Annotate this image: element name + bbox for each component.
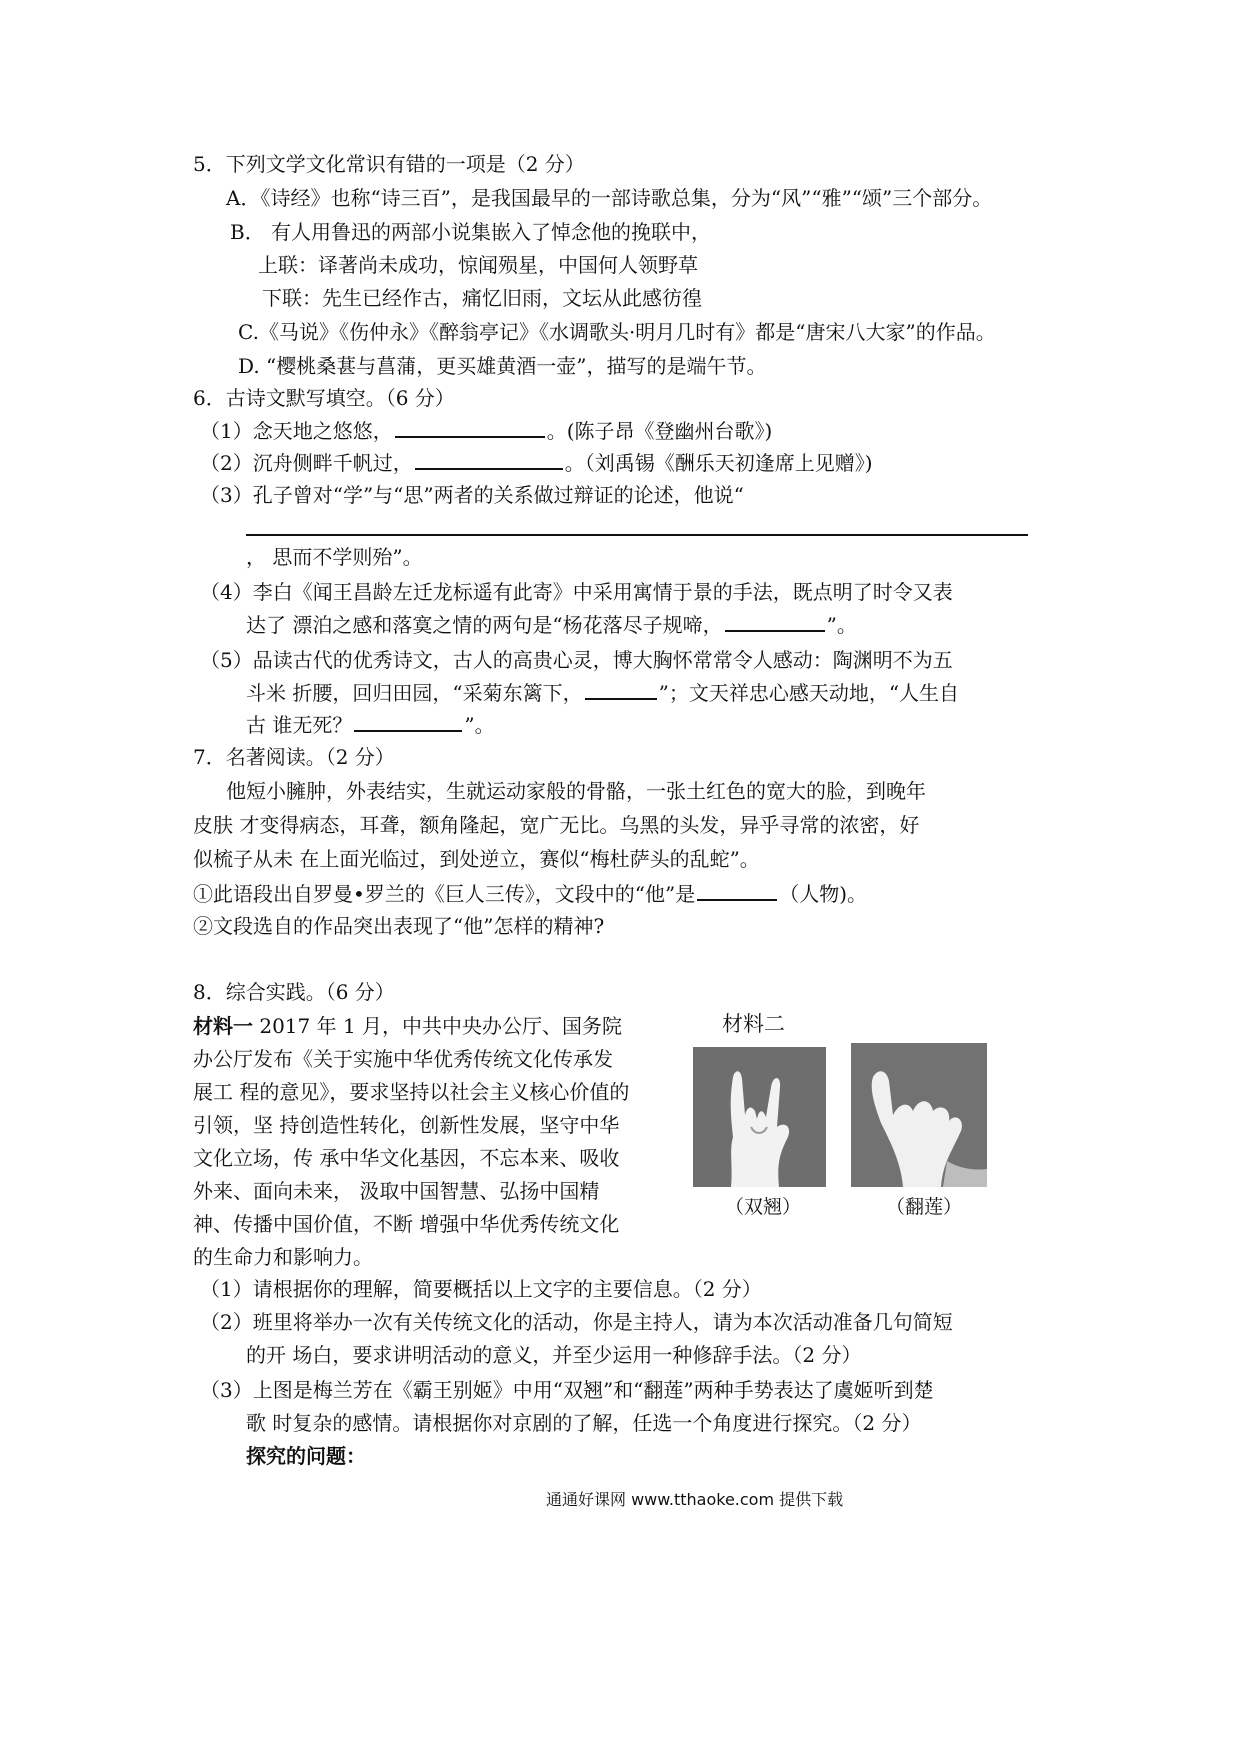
material-1-line-6: 外来、面向未来， 汲取中国智慧、弘扬中国精	[193, 1179, 600, 1203]
q5-option-b-upper-couplet: 上联：译著尚未成功，惊闻殒星，中国何人领野草	[258, 253, 698, 277]
q8-item-3-line-2: 歌 时复杂的感情。请根据你对京剧的了解，任选一个角度进行探究。（2 分）	[246, 1411, 922, 1435]
q6-item-4-end: ”。	[826, 613, 857, 637]
q7-subquestion-1-end: （人物)。	[779, 882, 868, 906]
q5-stem: 5．下列文学文化常识有错的一项是（2 分）	[193, 152, 585, 176]
footer-download-note: 通通好课网 www.tthaoke.com 提供下载	[546, 1490, 844, 1509]
q6-item-4-line-2	[246, 610, 857, 639]
q8-item-3-line-1: （3）上图是梅兰芳在《霸王别姬》中用“双翘”和“翻莲”两种手势表达了虞姬听到楚	[200, 1378, 934, 1402]
q6-item-2	[200, 448, 873, 477]
q8-item-2-line-2: 的开 场白，要求讲明活动的意义，并至少运用一种修辞手法。（2 分）	[246, 1343, 862, 1367]
answer-blank-long[interactable]	[246, 534, 1028, 536]
material-1-line-7: 神、传播中国价值，不断 增强中华优秀传统文化	[193, 1212, 620, 1236]
q6-item-3-end: ， 思而不学则殆”。	[246, 545, 423, 569]
material-1-line-4: 引领，坚 持创造性转化，创新性发展，坚守中华	[193, 1113, 620, 1137]
q6-item-5-line-3	[246, 710, 495, 739]
q7-subquestion-1	[193, 879, 867, 908]
caption-fanlian: （翻莲）	[886, 1196, 963, 1218]
material-1-line-5: 文化立场，传 承中华文化基因，不忘本来、吸收	[193, 1146, 620, 1170]
q7-subquestion-1-text: ①此语段出自罗曼•罗兰的《巨人三传》，文段中的“他”是	[193, 882, 696, 906]
q7-subquestion-2: ②文段选自的作品突出表现了“他”怎样的精神?	[193, 914, 605, 938]
material-1-line-3: 展工 程的意见》，要求坚持以社会主义核心价值的	[193, 1080, 630, 1104]
q7-stem: 7．名著阅读。（2 分）	[193, 745, 395, 769]
q7-passage-line-2: 皮肤 才变得病态，耳聋，额角隆起，宽广无比。乌黑的头发，异乎寻常的浓密，好	[193, 813, 920, 837]
hand-gesture-photo-fanlian	[851, 1043, 987, 1187]
answer-blank[interactable]	[697, 879, 777, 901]
hand-gesture-fanlian-image	[851, 1043, 987, 1187]
q6-item-5-text-3: 古 谁无死？	[246, 713, 353, 737]
q6-item-1-text: （1）念天地之悠悠，	[200, 419, 393, 443]
q6-item-4-text: 达了 漂泊之感和落寞之情的两句是“杨花落尽子规啼，	[246, 613, 723, 637]
caption-shuangqiao: （双翘）	[725, 1196, 802, 1218]
q8-stem: 8．综合实践。（6 分）	[193, 980, 395, 1004]
q6-item-2-source: 。（刘禹锡《酬乐天初逢席上见赠》)	[564, 451, 873, 475]
material-1-line-1	[193, 1012, 622, 1040]
material-1-line-8: 的生命力和影响力。	[193, 1245, 373, 1269]
q6-stem: 6．古诗文默写填空。（6 分）	[193, 386, 455, 410]
q7-passage-line-3: 似梳子从未 在上面光临过，到处逆立，赛似“梅杜萨头的乱蛇”。	[193, 847, 760, 871]
material-1-label: 材料一	[193, 1014, 253, 1038]
q6-item-1-source: 。(陈子昂《登幽州台歌》)	[546, 419, 773, 443]
q5-option-c: C.《马说》《伤仲永》《醉翁亭记》《水调歌头·明月几时有》都是“唐宋八大家”的作品。	[238, 320, 996, 344]
q6-item-4-line-1: （4）李白《闻王昌龄左迁龙标遥有此寄》中采用寓情于景的手法，既点明了时令又表	[200, 580, 953, 604]
hand-gesture-shuangqiao-image	[693, 1047, 826, 1187]
q5-option-d: D. “樱桃桑葚与菖蒲，更买雄黄酒一壶”，描写的是端午节。	[238, 354, 767, 378]
hand-gesture-photo-shuangqiao	[693, 1047, 826, 1187]
q5-option-b-lower-couplet: 下联：先生已经作古，痛忆旧雨，文坛从此感彷徨	[262, 286, 702, 310]
answer-blank[interactable]	[585, 678, 657, 700]
q6-item-5-text-2: ”；文天祥忠心感天动地，“人生自	[658, 681, 960, 705]
q6-item-5-line-2	[246, 678, 959, 707]
q6-item-5-end: ”。	[464, 713, 495, 737]
q5-option-b: B． 有人用鲁迅的两部小说集嵌入了悼念他的挽联中，	[230, 220, 712, 244]
answer-blank[interactable]	[354, 710, 462, 732]
q8-item-2-line-1: （2）班里将举办一次有关传统文化的活动，你是主持人，请为本次活动准备几句简短	[200, 1310, 953, 1334]
q6-item-3: （3）孔子曾对“学”与“思”两者的关系做过辩证的论述，他说“	[200, 483, 744, 507]
q8-item-1: （1）请根据你的理解，简要概括以上文字的主要信息。（2 分）	[200, 1277, 762, 1301]
material-1-text: 2017 年 1 月，中共中央办公厅、国务院	[253, 1014, 623, 1038]
material-1-line-2: 办公厅发布《关于实施中华优秀传统文化传承发	[193, 1047, 613, 1071]
q8-item-3-prompt: 探究的问题：	[246, 1444, 366, 1468]
q7-passage-line-1: 他短小臃肿，外表结实，生就运动家般的骨骼，一张土红色的宽大的脸，到晚年	[226, 779, 926, 803]
q6-item-1	[200, 416, 772, 445]
answer-blank[interactable]	[725, 610, 825, 632]
q6-item-2-text: （2）沉舟侧畔千帆过，	[200, 451, 413, 475]
q6-item-5-text: 斗米 折腰，回归田园，“采菊东篱下，	[246, 681, 583, 705]
q6-item-5-line-1: （5）品读古代的优秀诗文，古人的高贵心灵，博大胸怀常常令人感动：陶渊明不为五	[200, 648, 953, 672]
material-2-label: 材料二	[722, 1012, 785, 1036]
answer-blank[interactable]	[415, 448, 563, 470]
answer-blank[interactable]	[395, 416, 545, 438]
q5-option-a: A．《诗经》也称“诗三百”，是我国最早的一部诗歌总集，分为“风”“雅”“颂”三个部分。	[226, 186, 993, 210]
